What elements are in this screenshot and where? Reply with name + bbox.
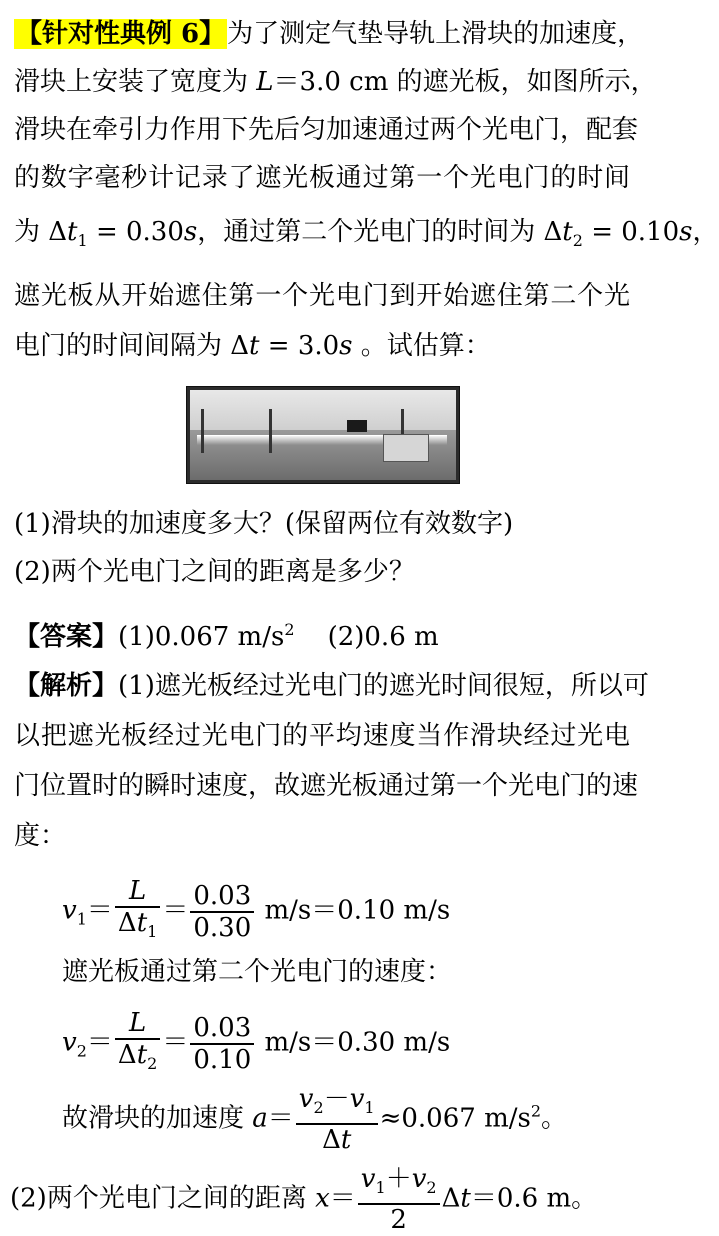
analysis-label: 【解析】 [14, 671, 119, 701]
equation-v1: $v_1=$ $\frac{L}{\Delta t_1}$ ＝ $\frac{0.03}{0.30}$ m/s＝0.10 m/s [62, 876, 450, 947]
fraction-dv-over-dt: $\frac{v_2-v_1}{\Delta t}$ [296, 1084, 378, 1155]
fraction-003-over-010: $\frac{0.03}{0.10}$ [190, 1013, 254, 1075]
equation-acceleration: 故滑块的加速度 a＝ $\frac{v_2-v_1}{\Delta t}$ ≈0.067 $m/s^2$。 [62, 1084, 568, 1155]
fraction-003-over-030: $\frac{0.03}{0.30}$ [190, 881, 254, 943]
equation-v2: $v_2=$ $\frac{L}{\Delta t_2}$ ＝ $\frac{0.03}{0.10}$ m/s＝0.30 m/s [62, 1008, 450, 1079]
problem-line-6: 遮光板从开始遮住第一个光电门到开始遮住第二个光 [14, 281, 630, 311]
answer-label: 【答案】 [14, 622, 119, 652]
problem-line-5: 为 $\Delta t_1 = 0.30s$，通过第二个光电门的时间为 $\Delta t_2 = 0.10s$， [14, 217, 719, 250]
problem-line-3: 滑块在牵引力作用下先后匀加速通过两个光电门，配套 [14, 115, 639, 145]
air-track-photo [186, 386, 460, 484]
question-1: (1)滑块的加速度多大？(保留两位有效数字) [14, 509, 514, 539]
timer-box [383, 434, 429, 462]
example-tag: 【针对性典例 6】 [16, 19, 226, 49]
analysis-line-4: 度： [14, 821, 67, 851]
fraction-v-sum-over-2: $\frac{v_1+v_2}{2}$ [358, 1164, 440, 1235]
answer-line: 【答案】(1)0.067 $m/s^2$ (2)0.6 m [14, 620, 439, 652]
second-gate-text: 遮光板通过第二个光电门的速度： [62, 957, 453, 987]
problem-line-7: 电门的时间间隔为 Δt = 3.0s 。试估算： [14, 331, 491, 361]
question-2: (2)两个光电门之间的距离是多少？ [14, 557, 415, 587]
problem-line-2: 滑块上安装了宽度为 L＝3.0 cm 的遮光板，如图所示， [14, 67, 657, 97]
fraction-L-over-dt2: $\frac{L}{\Delta t_2}$ [115, 1008, 160, 1079]
analysis-line-2: 以把遮光板经过光电门的平均速度当作滑块经过光电 [14, 721, 630, 751]
fraction-L-over-dt1: $\frac{L}{\Delta t_1}$ [115, 876, 160, 947]
analysis-line-3: 门位置时的瞬时速度，故遮光板通过第一个光电门的速 [14, 771, 639, 801]
slider-block [347, 420, 367, 432]
problem-line-4: 的数字毫秒计记录了遮光板通过第一个光电门的时间 [14, 163, 630, 193]
equation-distance: (2)两个光电门之间的距离 x＝ $\frac{v_1+v_2}{2}$ Δt＝0.6 m。 [10, 1164, 598, 1235]
analysis-line-1: 【解析】(1)遮光板经过光电门的遮光时间很短，所以可 [14, 671, 649, 701]
problem-line-1: 【针对性典例 6】为了测定气垫导轨上滑块的加速度， [16, 19, 644, 49]
